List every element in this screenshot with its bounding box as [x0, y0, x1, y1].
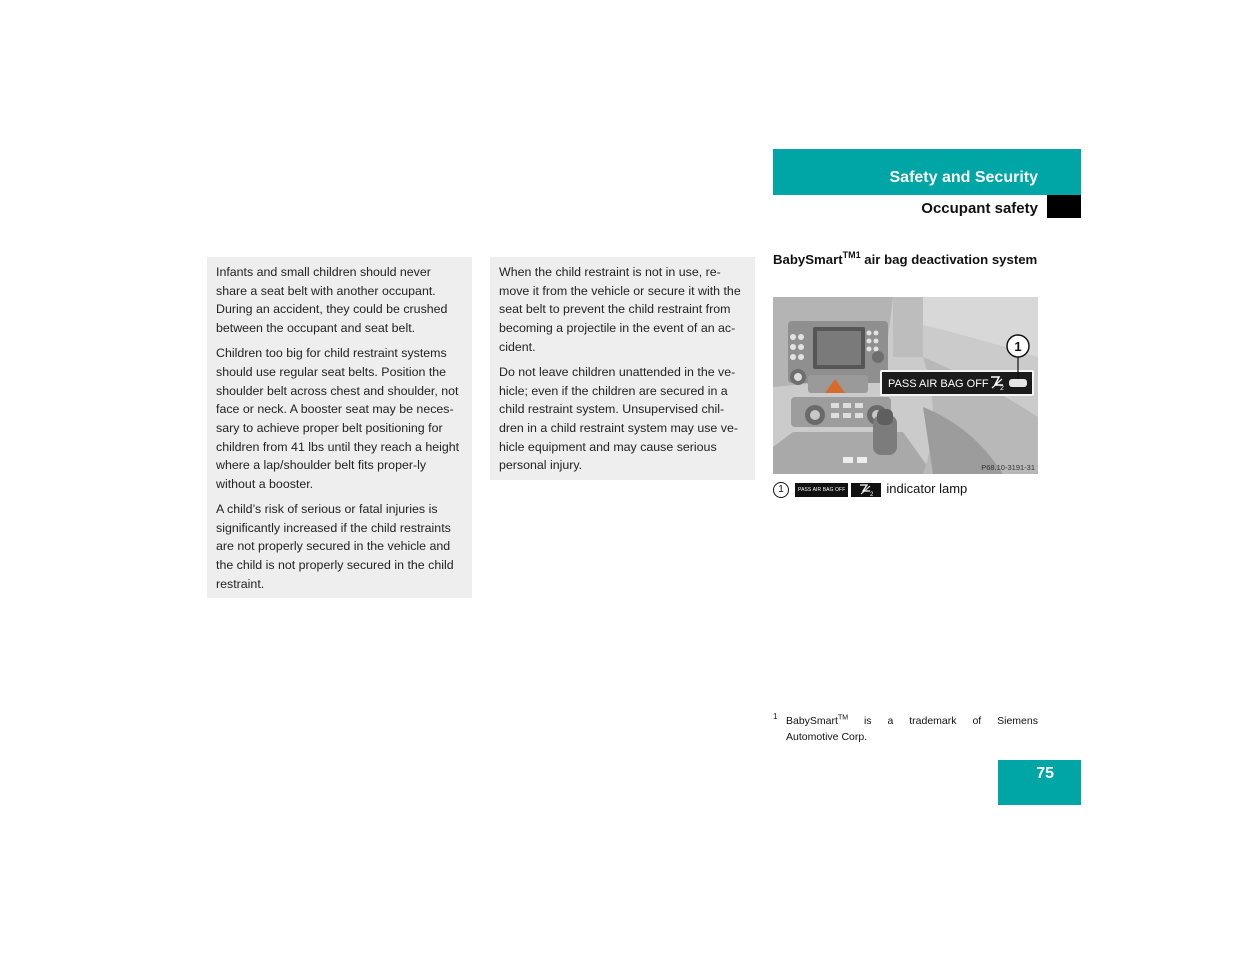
- figure-caption: [773, 479, 1038, 499]
- footnote-mark: 1: [773, 712, 778, 721]
- section-header-bar: [773, 149, 1081, 195]
- warning-paragraph: When the child restraint is not in use, re-move it from the vehicle or secure it with the seat belt to prevent the child restraint from becoming a projectile in the event of an ac-cident.: [499, 265, 741, 354]
- footnote-tm: TM: [837, 714, 849, 722]
- warning-box-right: [490, 257, 755, 480]
- footnote-body: [786, 713, 1038, 745]
- svg-text:2: 2: [1000, 385, 1004, 392]
- footnote: [773, 713, 1038, 745]
- footnote-line-2: Automotive Corp.: [786, 731, 868, 743]
- figure-ref-code: P68.10-3191-31: [981, 463, 1035, 472]
- footnote-word: of: [972, 715, 982, 727]
- warning-paragraph: A child’s risk of serious or fatal injuries is significantly increased if the child restraints are not properly secured in the vehicle and the child is not properly secured in the child restraint.: [216, 502, 454, 591]
- page-number: 75: [1036, 765, 1054, 782]
- svg-text:2: 2: [870, 491, 874, 497]
- footnote-line-1: [786, 713, 1038, 729]
- babysmart-heading: [773, 251, 1043, 269]
- dashboard-illustration: [773, 297, 1038, 474]
- footnote-word: is: [863, 715, 872, 727]
- dashboard-figure: [773, 297, 1038, 474]
- figure-lamp-label: PASS AIR BAG OFF: [888, 378, 989, 390]
- warning-box-left: [207, 257, 472, 598]
- heading-superscript: TM1: [842, 249, 861, 260]
- footnote-brand: [786, 713, 848, 729]
- figure-callout-number: 1: [1014, 339, 1022, 354]
- subsection-marker: [1047, 195, 1081, 218]
- caption-text: indicator lamp: [886, 481, 968, 496]
- footnote-brand-name: BabySmart: [786, 715, 838, 727]
- warning-paragraph: Infants and small children should never share a seat belt with another occupant. During an accident, they could be crushed between the occupant and seat belt.: [216, 265, 448, 336]
- heading-brand: BabySmart: [773, 252, 843, 267]
- caption-lamp-label: PASS AIR BAG OFF: [795, 483, 848, 497]
- footnote-word: a: [887, 715, 894, 727]
- page-number-box: [998, 760, 1081, 805]
- caption-callout-number: 1: [773, 482, 789, 498]
- warning-paragraph: Do not leave children unattended in the ve-hicle; even if the children are secured in a child restraint system. Unsupervised chil-dren in a child restraint system may use ve-hicle equipment and may cause serious personal injury.: [499, 364, 738, 473]
- section-title: Safety and Security: [889, 169, 1038, 186]
- footnote-word: Siemens: [997, 715, 1038, 727]
- child-seat-icon: [851, 483, 881, 497]
- subsection-title: Occupant safety: [921, 200, 1038, 217]
- warning-paragraph: Children too big for child restraint systems should use regular seat belts. Position the shoulder belt across chest and shoulder, not face or neck. A booster seat may be neces-sary to achieve proper belt positioning for children from 41 lbs until they reach a height where a lap/shoulder belt fits proper-ly without a booster.: [216, 346, 460, 492]
- heading-rest: air bag deactivation system: [860, 252, 1038, 267]
- footnote-word: trademark: [909, 715, 957, 727]
